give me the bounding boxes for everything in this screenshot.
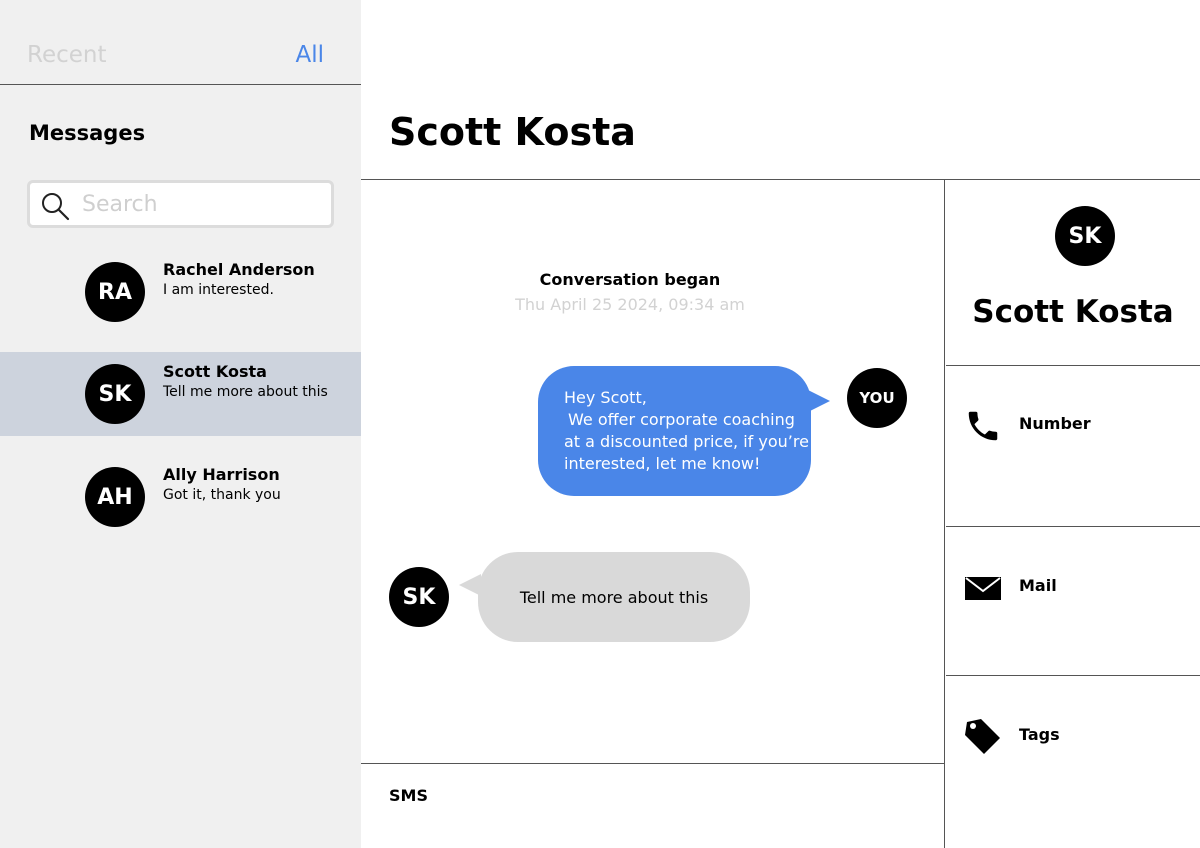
detail-number[interactable] [946, 405, 1200, 445]
incoming-message: Tell me more about this [478, 552, 750, 642]
bubble-tail [808, 390, 830, 412]
detail-mail[interactable] [946, 567, 1200, 607]
sender-avatar: SK [389, 567, 449, 627]
tab-all[interactable]: All [295, 42, 324, 68]
detail-tags[interactable] [946, 716, 1200, 756]
composer-divider [361, 763, 944, 764]
conversation-title: Scott Kosta [389, 110, 636, 154]
you-avatar: YOU [847, 368, 907, 428]
details-divider [944, 179, 945, 848]
channel-sms[interactable]: SMS [389, 786, 428, 805]
contact-name: Rachel Anderson [163, 260, 315, 279]
avatar: RA [85, 262, 145, 322]
contact-detail-name: Scott Kosta [972, 294, 1174, 330]
tag-icon [964, 718, 1002, 756]
contact-name: Scott Kosta [163, 362, 267, 381]
messages-heading: Messages [29, 121, 146, 145]
conversation-began-label: Conversation began [539, 270, 721, 289]
search-icon [40, 191, 70, 221]
contact-preview: Got it, thank you [163, 487, 281, 503]
search-input[interactable] [82, 189, 322, 219]
filter-tabs [0, 0, 361, 85]
contact-avatar: SK [1055, 206, 1115, 266]
detail-divider [946, 526, 1200, 527]
detail-divider [946, 365, 1200, 366]
avatar: SK [85, 364, 145, 424]
contact-ally-harrison[interactable] [0, 455, 361, 539]
detail-label: Number [1019, 414, 1091, 433]
contact-preview: Tell me more about this [163, 384, 328, 400]
sidebar [0, 0, 361, 848]
contact-rachel-anderson[interactable] [0, 250, 361, 334]
mail-icon [964, 569, 1002, 607]
tab-recent[interactable]: Recent [27, 42, 107, 68]
message-line: at a discounted price, if you’re [564, 432, 809, 451]
conversation-began-date: Thu April 25 2024, 09:34 am [515, 295, 745, 314]
contact-scott-kosta[interactable] [0, 352, 361, 436]
message-line: We offer corporate coaching [568, 410, 795, 429]
header-divider [361, 179, 1200, 180]
phone-icon [964, 407, 1002, 445]
contact-preview: I am interested. [163, 282, 274, 298]
outgoing-message [538, 366, 811, 496]
detail-label: Mail [1019, 576, 1057, 595]
detail-divider [946, 675, 1200, 676]
message-line: Hey Scott, [564, 388, 647, 407]
contact-name: Ally Harrison [163, 465, 280, 484]
message-line: interested, let me know! [564, 454, 761, 473]
detail-label: Tags [1019, 725, 1060, 744]
search-box[interactable] [27, 180, 334, 228]
avatar: AH [85, 467, 145, 527]
